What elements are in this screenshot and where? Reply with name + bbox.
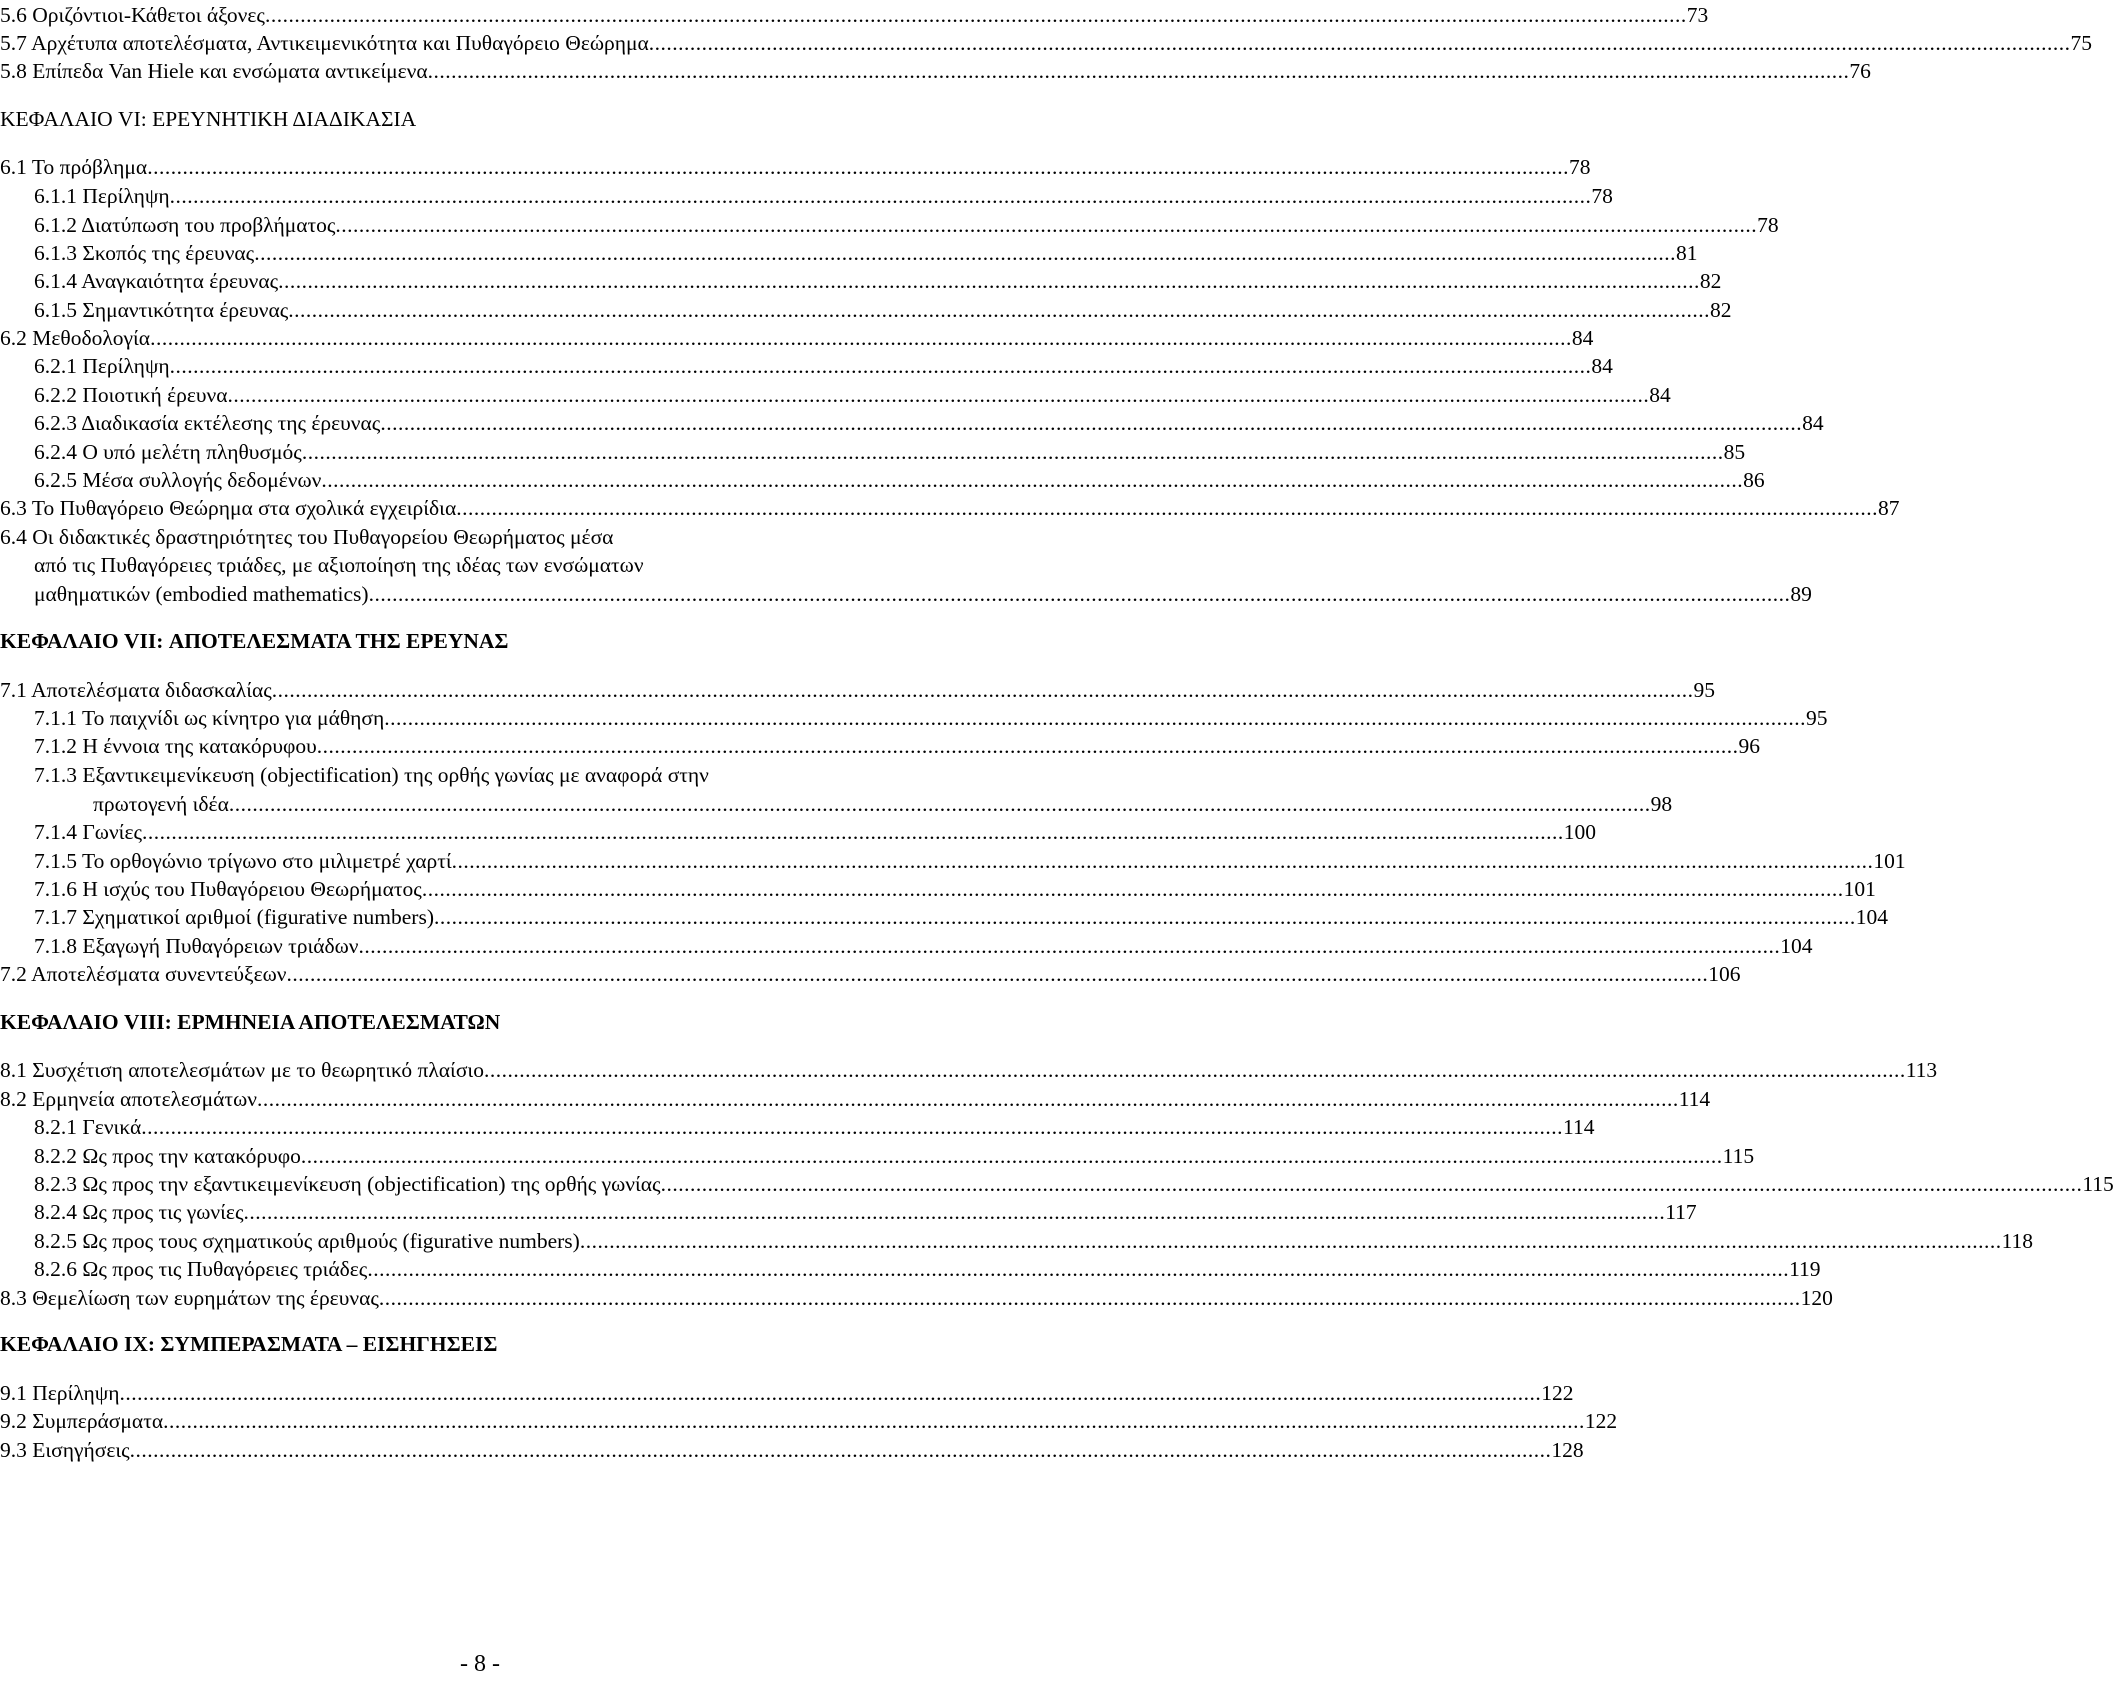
toc-entry-title-line[interactable]: από τις Πυθαγόρειες τριάδες, με αξιοποίηση της ιδέας των ενσώματων xyxy=(34,553,644,577)
dot-leader xyxy=(142,818,1564,846)
dot-leader xyxy=(170,182,1592,210)
dot-leader xyxy=(229,790,1651,818)
toc-entry-page: 118 xyxy=(2001,1229,2034,1253)
toc-entry[interactable] xyxy=(0,1407,1618,1435)
toc-entry[interactable] xyxy=(0,1056,1938,1084)
chapter-heading: ΚΕΦΑΛΑΙΟ VIII: ΕΡΜΗΝΕΙΑ ΑΠΟΤΕΛΕΣΜΑΤΩΝ xyxy=(0,1010,501,1034)
dot-leader xyxy=(384,704,1806,732)
toc-entry[interactable] xyxy=(0,409,1824,437)
toc-entry[interactable] xyxy=(0,1255,1821,1283)
dot-leader xyxy=(288,296,1710,324)
toc-entry-title: 8.2.4 Ως προς τις γωνίες xyxy=(34,1200,244,1224)
dot-leader xyxy=(321,466,1743,494)
toc-entry-title: 8.2.3 Ως προς την εξαντικειμενίκευση (objectification) της ορθής γωνίας xyxy=(34,1172,661,1196)
dot-leader xyxy=(452,847,1874,875)
dot-leader xyxy=(649,29,2071,57)
toc-entry[interactable] xyxy=(0,494,1900,522)
toc-entry[interactable] xyxy=(0,381,1671,409)
toc-entry[interactable] xyxy=(0,1198,1697,1226)
toc-entry-title: 7.1.8 Εξαγωγή Πυθαγόρειων τριάδων xyxy=(34,934,359,958)
dot-leader xyxy=(243,1198,1665,1226)
toc-entry-page: 81 xyxy=(1675,241,1698,265)
toc-entry-title: 8.2.6 Ως προς τις Πυθαγόρειες τριάδες xyxy=(34,1257,368,1281)
toc-entry-title: 8.2.5 Ως προς τους σχηματικούς αριθμούς (figurative numbers) xyxy=(34,1229,580,1253)
dot-leader xyxy=(170,352,1592,380)
dot-leader xyxy=(278,267,1700,295)
dot-leader xyxy=(359,932,1781,960)
toc-entry[interactable] xyxy=(0,1113,1595,1141)
toc-entry[interactable] xyxy=(0,847,1906,875)
toc-entry-title: 6.2 Μεθοδολογία xyxy=(0,326,151,350)
toc-entry-page: 106 xyxy=(1708,962,1741,986)
toc-entry-page: 82 xyxy=(1710,298,1732,322)
toc-entry[interactable] xyxy=(0,932,1813,960)
toc-entry-title: 6.1.3 Σκοπός της έρευνας xyxy=(34,241,255,265)
toc-entry-page: 78 xyxy=(1591,184,1613,208)
toc-entry-page: 85 xyxy=(1723,440,1746,464)
dot-leader xyxy=(434,903,1856,931)
toc-entry-title: 5.6 Οριζόντιοι-Κάθετοι άξονες xyxy=(0,3,265,27)
dot-leader xyxy=(369,580,1791,608)
toc-entry-page: 120 xyxy=(1800,1286,1833,1310)
chapter-heading: ΚΕΦΑΛΑΙΟ IX: ΣΥΜΠΕΡΑΣΜΑΤΑ – ΕΙΣΗΓΗΣΕΙΣ xyxy=(0,1332,498,1356)
toc-entry-page: 78 xyxy=(1568,155,1591,179)
dot-leader xyxy=(580,1227,2002,1255)
toc-entry-page: 89 xyxy=(1790,582,1812,606)
toc-entry[interactable] xyxy=(0,239,1698,267)
toc-entry-page: 82 xyxy=(1699,269,1722,293)
dot-leader xyxy=(317,732,1739,760)
toc-entry-page: 115 xyxy=(2082,1172,2114,1196)
dot-leader xyxy=(150,324,1572,352)
toc-entry-title: 6.1.2 Διατύπωση του προβλήματος xyxy=(34,213,336,237)
toc-entry-title: 6.1.5 Σημαντικότητα έρευνας xyxy=(34,298,289,322)
toc-entry-title: μαθηματικών (embodied mathematics) xyxy=(34,582,369,606)
toc-entry[interactable] xyxy=(0,818,1597,846)
toc-entry-page: 96 xyxy=(1738,734,1761,758)
toc-entry[interactable] xyxy=(0,1284,1833,1312)
toc-entry-title-line[interactable]: 6.4 Οι διδακτικές δραστηριότητες του Πυθαγορείου Θεωρήματος μέσα xyxy=(0,525,614,549)
toc-entry-title: 7.1.6 Η ισχύς του Πυθαγόρειου Θεωρήματος xyxy=(34,877,422,901)
chapter-heading: ΚΕΦΑΛΑΙΟ VII: ΑΠΟΤΕΛΕΣΜΑΤΑ ΤΗΣ ΕΡΕΥΝΑΣ xyxy=(0,629,509,653)
dot-leader xyxy=(380,409,1802,437)
toc-entry[interactable] xyxy=(0,57,1871,85)
toc-entry[interactable] xyxy=(0,296,1732,324)
chapter-heading: ΚΕΦΑΛΑΙΟ VI: ΕΡΕΥΝΗΤΙΚΗ ΔΙΑΔΙΚΑΣΙΑ xyxy=(0,107,417,131)
toc-entry[interactable] xyxy=(0,153,1591,181)
toc-entry-title: 6.2.2 Ποιοτική έρευνα xyxy=(34,383,228,407)
toc-entry-title: 8.2 Ερμηνεία αποτελεσμάτων xyxy=(0,1087,257,1111)
toc-entry-title: 7.1 Αποτελέσματα διδασκαλίας xyxy=(0,678,272,702)
dot-leader xyxy=(163,1407,1585,1435)
dot-leader xyxy=(484,1056,1906,1084)
toc-entry[interactable] xyxy=(0,1,1709,29)
dot-leader xyxy=(661,1170,2083,1198)
toc-entry-title: 6.1.4 Αναγκαιότητα έρευνας xyxy=(34,269,279,293)
toc-entry-title: 6.2.3 Διαδικασία εκτέλεσης της έρευνας xyxy=(34,411,381,435)
dot-leader xyxy=(302,438,1724,466)
toc-entry-title: 6.1 Το πρόβλημα xyxy=(0,155,148,179)
toc-entry-page: 114 xyxy=(1563,1115,1595,1139)
toc-entry[interactable] xyxy=(0,1085,1711,1113)
toc-entry-title: 7.1.4 Γωνίες xyxy=(34,820,143,844)
toc-entry[interactable] xyxy=(0,466,1765,494)
dot-leader xyxy=(428,57,1850,85)
dot-leader xyxy=(286,960,1708,988)
dot-leader xyxy=(367,1255,1789,1283)
dot-leader xyxy=(120,1379,1542,1407)
toc-entry[interactable] xyxy=(0,732,1761,760)
dot-leader xyxy=(422,875,1844,903)
toc-entry-title: 7.1.5 Το ορθογώνιο τρίγωνο στο μιλιμετρέ χαρτί xyxy=(34,849,452,873)
toc-entry-page: 86 xyxy=(1743,468,1765,492)
toc-entry-page: 100 xyxy=(1563,820,1597,844)
toc-entry-title: 8.1 Συσχέτιση αποτελεσμάτων με το θεωρητικό πλαίσιο xyxy=(0,1058,484,1082)
toc-entry-page: 122 xyxy=(1541,1381,1574,1405)
toc-entry-page: 119 xyxy=(1789,1257,1821,1281)
dot-leader xyxy=(257,1085,1679,1113)
dot-leader xyxy=(272,676,1694,704)
toc-entry-title: 9.1 Περίληψη xyxy=(0,1381,120,1405)
toc-entry-title: 6.2.4 Ο υπό μελέτη πληθυσμός xyxy=(34,440,302,464)
toc-entry-page: 104 xyxy=(1855,905,1888,929)
toc-entry-page: 84 xyxy=(1571,326,1594,350)
toc-entry[interactable] xyxy=(0,1379,1574,1407)
toc-entry-page: 84 xyxy=(1649,383,1671,407)
toc-entry[interactable] xyxy=(0,324,1594,352)
toc-entry[interactable] xyxy=(0,580,1812,608)
toc-entry-title: πρωτογενή ιδέα xyxy=(93,792,229,816)
toc-entry[interactable] xyxy=(0,438,1746,466)
toc-entry[interactable] xyxy=(0,1142,1755,1170)
toc-entry[interactable] xyxy=(0,1436,1584,1464)
toc-entry-title: 9.3 Εισηγήσεις xyxy=(0,1438,130,1462)
dot-leader xyxy=(301,1142,1723,1170)
dot-leader xyxy=(379,1284,1801,1312)
toc-entry-page: 113 xyxy=(1905,1058,1938,1082)
toc-entry-page: 95 xyxy=(1805,706,1828,730)
toc-entry-title: 8.3 Θεμελίωση των ευρημάτων της έρευνας xyxy=(0,1286,379,1310)
toc-entry[interactable] xyxy=(0,1170,2114,1198)
toc-entry-title: 6.2.5 Μέσα συλλογής δεδομένων xyxy=(34,468,322,492)
toc-entry-page: 84 xyxy=(1591,354,1613,378)
dot-leader xyxy=(147,153,1569,181)
toc-entry[interactable] xyxy=(0,875,1876,903)
toc-entry-page: 101 xyxy=(1843,877,1876,901)
dot-leader xyxy=(130,1436,1552,1464)
toc-entry[interactable] xyxy=(0,267,1722,295)
toc-entry[interactable] xyxy=(0,211,1779,239)
toc-entry[interactable] xyxy=(0,182,1613,210)
toc-entry-page: 78 xyxy=(1757,213,1779,237)
toc-entry[interactable] xyxy=(0,676,1716,704)
toc-entry-page: 87 xyxy=(1877,496,1900,520)
page-number: - 8 - xyxy=(460,1651,500,1677)
toc-entry-title: 5.7 Αρχέτυπα αποτελέσματα, Αντικειμενικότητα και Πυθαγόρειο Θεώρημα xyxy=(0,31,649,55)
toc-entry-title: 8.2.2 Ως προς την κατακόρυφο xyxy=(34,1144,301,1168)
toc-entry[interactable] xyxy=(0,352,1613,380)
toc-entry-title: 7.2 Αποτελέσματα συνεντεύξεων xyxy=(0,962,287,986)
toc-entry-page: 73 xyxy=(1686,3,1709,27)
toc-entry-page: 75 xyxy=(2070,31,2093,55)
toc-entry-title: 6.3 Το Πυθαγόρειο Θεώρημα στα σχολικά εγχειρίδια xyxy=(0,496,457,520)
toc-entry-title: 6.1.1 Περίληψη xyxy=(34,184,170,208)
toc-entry-title: 7.1.1 Το παιχνίδι ως κίνητρο για μάθηση xyxy=(34,706,385,730)
toc-entry-page: 128 xyxy=(1551,1438,1584,1462)
toc-entry-page: 122 xyxy=(1584,1409,1618,1433)
dot-leader xyxy=(141,1113,1563,1141)
toc-entry-page: 104 xyxy=(1780,934,1813,958)
toc-entry[interactable] xyxy=(0,704,1828,732)
dot-leader xyxy=(254,239,1676,267)
toc-entry-title: 5.8 Επίπεδα Van Hiele και ενσώματα αντικείμενα xyxy=(0,59,428,83)
toc-entry-page: 101 xyxy=(1873,849,1906,873)
toc-entry-page: 84 xyxy=(1802,411,1824,435)
toc-entry-title: 6.2.1 Περίληψη xyxy=(34,354,170,378)
toc-entry-title: 7.1.7 Σχηματικοί αριθμοί (figurative numbers) xyxy=(34,905,434,929)
toc-entry[interactable] xyxy=(0,960,1741,988)
toc-entry-title: 8.2.1 Γενικά xyxy=(34,1115,142,1139)
toc-entry-page: 98 xyxy=(1650,792,1673,816)
toc-entry-title: 9.2 Συμπεράσματα xyxy=(0,1409,164,1433)
dot-leader xyxy=(227,381,1649,409)
toc-entry-title: 7.1.2 Η έννοια της κατακόρυφου xyxy=(34,734,317,758)
toc-entry-page: 117 xyxy=(1665,1200,1697,1224)
toc-entry-page: 76 xyxy=(1849,59,1871,83)
toc-entry[interactable] xyxy=(0,29,2093,57)
toc-entry-page: 115 xyxy=(1722,1144,1755,1168)
dot-leader xyxy=(265,1,1687,29)
toc-entry-title-line[interactable]: 7.1.3 Εξαντικειμενίκευση (objectification) της ορθής γωνίας με αναφορά στην xyxy=(34,763,709,787)
toc-entry[interactable] xyxy=(0,903,1888,931)
toc-entry-page: 114 xyxy=(1678,1087,1711,1111)
toc-entry-page: 95 xyxy=(1693,678,1716,702)
dot-leader xyxy=(456,494,1878,522)
dot-leader xyxy=(335,211,1757,239)
toc-entry[interactable] xyxy=(0,1227,2034,1255)
toc-entry[interactable] xyxy=(0,790,1673,818)
